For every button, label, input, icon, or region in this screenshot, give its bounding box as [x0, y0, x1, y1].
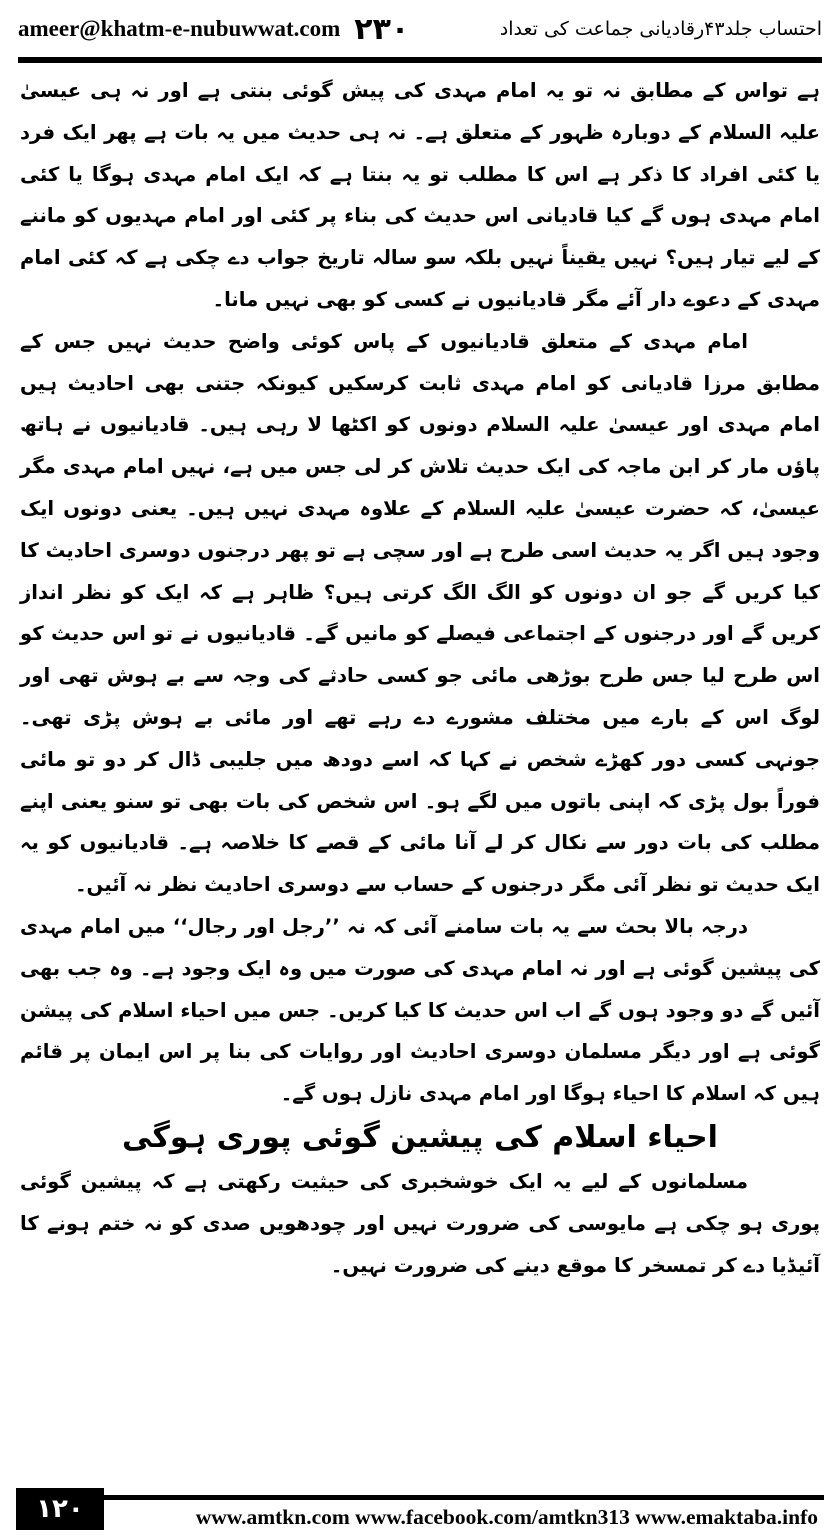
paragraph-4: مسلمانوں کے لیے یہ ایک خوشخبری کی حیثیت رکھتی ہے کہ پیشین گوئی پوری ہو چکی ہے مایوسی کی ضرورت نہیں اور چودھویں صدی کو نہ ختم ہونے کا آئیڈیا دے کر تمسخر کا موقع دینے کی ضرورت نہیں۔ — [20, 1169, 820, 1277]
page-header — [18, 8, 822, 50]
paragraph-3: درجہ بالا بحث سے یہ بات سامنے آئی کہ نہ ’’رجل اور رجال‘‘ میں امام مہدی کی پیشین گوئی ہے اور نہ امام مہدی کی صورت میں وہ ایک وجود ہے۔ وہ جب بھی آئیں گے دو وجود ہوں گے اب اس حدیث کا کیا کریں۔ جس میں احیاء اسلام کی پیشن گوئی ہے اور دیگر مسلمان دوسری احادیث اور روایات کی بنا پر اس ایمان پر قائم ہیں کہ اسلام کا احیاء ہوگا اور امام مہدی نازل ہوں گے۔ — [20, 914, 820, 1106]
header-left — [18, 12, 409, 47]
page-number-top: ۲۳۰ — [354, 11, 410, 47]
footer-links[interactable]: www.amtkn.com www.facebook.com/amtkn313 www.emaktaba.info — [195, 1505, 818, 1529]
paragraph-1: ہے تواس کے مطابق نہ تو یہ امام مہدی کی پیش گوئی بنتی ہے اور نہ ہی عیسیٰ علیہ السلام کے دوبارہ ظہور کے متعلق ہے۔ نہ ہی حدیث میں یہ بات ہے پھر ایک فرد یا کئی افراد کا ذکر ہے اس کا مطلب تو یہ بنتا ہے کہ ایک امام مہدی ہوگا یا کئی امام مہدی ہوں گے کیا قادیانی اس حدیث کی بناء پر کئی اور امام مہدیوں کو ماننے کے لیے تیار ہیں؟ نہیں یقیناً نہیں بلکہ سو سالہ تاریخ جواب دے چکی ہے کہ کئی امام مہدی کے دعوے دار آئے مگر قادیانیوں نے کسی کو بھی نہیں مانا۔ — [20, 79, 820, 311]
paragraph-2: امام مہدی کے متعلق قادیانیوں کے پاس کوئی واضح حدیث نہیں جس کے مطابق مرزا قادیانی کو امام مہدی ثابت کرسکیں کیونکہ جتنی بھی احادیث ہیں امام مہدی اور عیسیٰ علیہ السلام دونوں کو اکٹھا لا رہی ہیں۔ قادیانیوں نے ہاتھ پاؤں مار کر ابن ماجہ کی ایک حدیث تلاش کر لی جس میں ہے، نہیں امام مہدی مگر عیسیٰ، کہ حضرت عیسیٰ علیہ السلام کے علاوہ مہدی نہیں ہیں۔ یعنی دونوں ایک وجود ہیں اگر یہ حدیث اسی طرح ہے اور سچی ہے تو پھر درجنوں دوسری احادیث کا کیا کریں گے جو ان دونوں کو الگ الگ کرتی ہیں؟ ظاہر ہے کہ ایک کو نظر انداز کریں گے اور درجنوں کے اجتماعی فیصلے کو مانیں گے۔ قادیانیوں نے تو اس حدیث کو اس طرح لیا جس طرح بوڑھی مائی جو کسی حادثے کی وجہ سے بے ہوش تھی اور لوگ اس کے بارے میں مختلف مشورے دے رہے تھے اور مائی بے ہوش پڑی تھی۔ جونہی کسی دور کھڑے شخص نے کہا کہ اسے دودھ میں جلیبی ڈال کر دو تو مائی فوراً بول پڑی کہ اپنی باتوں میں لگے ہو۔ اس شخص کی بات بھی تو سنو یعنی اپنے مطلب کی بات دور سے نکال کر لے آنا مائی کے قصے کا خلاصہ ہے۔ قادیانیوں کو یہ ایک حدیث تو نظر آئی مگر درجنوں کے حساب سے دوسری احادیث نظر نہ آئیں۔ — [20, 329, 820, 897]
article-body — [20, 70, 820, 1286]
header-divider — [18, 57, 822, 63]
email-address[interactable]: ameer@khatm-e-nubuwwat.com — [18, 16, 341, 41]
section-heading: احیاء اسلام کی پیشین گوئی پوری ہوگی — [122, 1119, 718, 1155]
footer-links-block — [104, 1486, 824, 1530]
running-title: احتساب جلد۴۳رقادیانی جماعت کی تعداد — [499, 18, 822, 40]
page-footer — [16, 1486, 824, 1530]
page-number-bottom: ۱۲۰ — [16, 1488, 104, 1530]
footer-divider — [104, 1495, 824, 1500]
